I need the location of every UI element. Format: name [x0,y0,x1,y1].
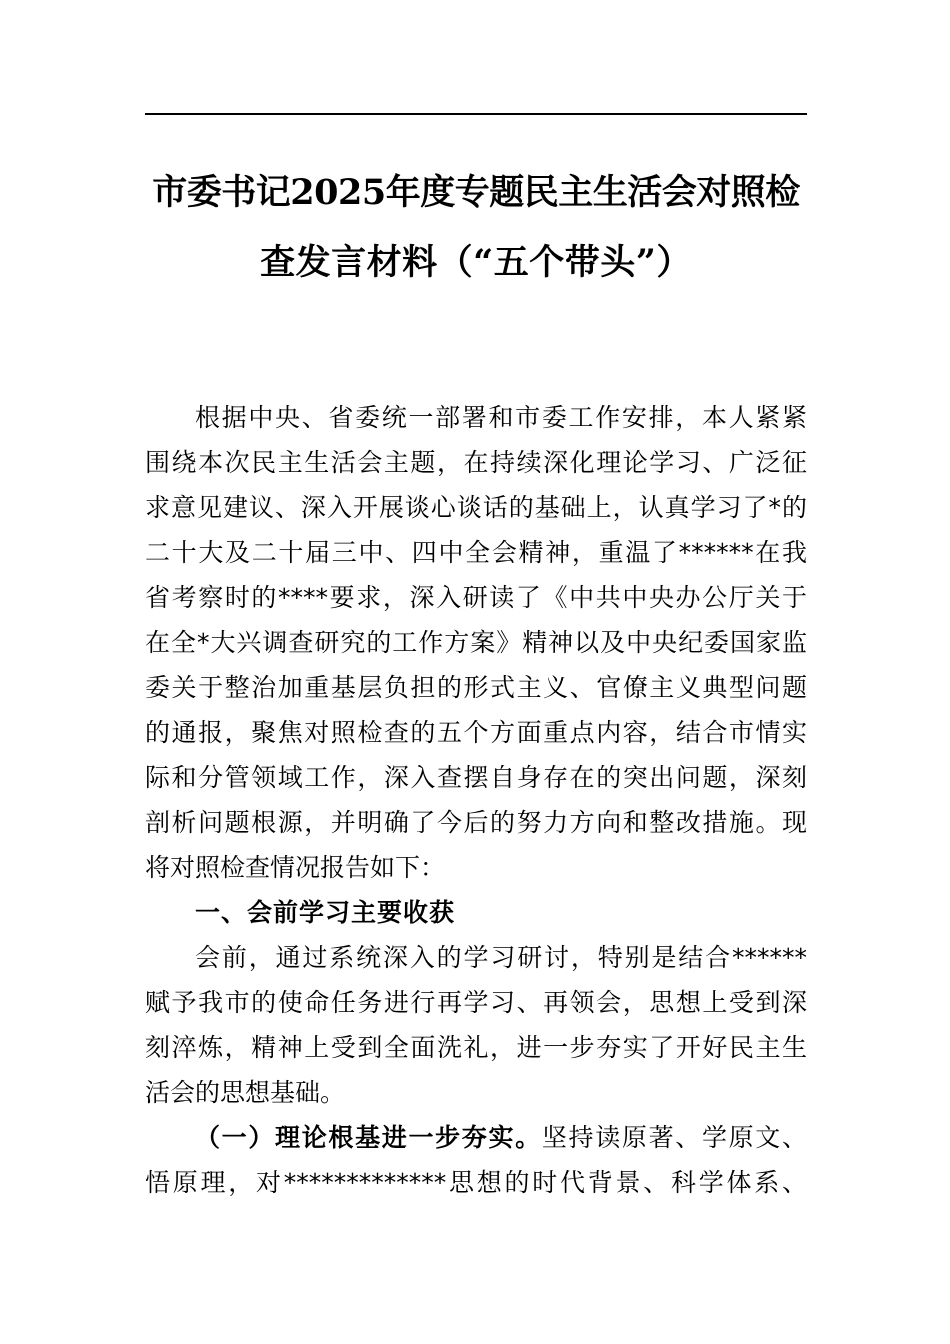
subsection-1-line-2: 悟原理，对*************思想的时代背景、科学体系、 [145,1168,807,1197]
intro-line: 省考察时的****要求，深入研读了《中共中央办公厅关于 [145,583,807,612]
intro-line: 剖析问题根源，并明确了今后的努力方向和整改措施。现 [145,808,807,837]
intro-line: 的通报，聚焦对照检查的五个方面重点内容，结合市情实 [145,718,807,747]
document-title-line-2: 查发言材料（“五个带头”） [260,242,692,283]
intro-line: 委关于整治加重基层负担的形式主义、官僚主义典型问题 [145,673,807,702]
section-1-line: 会前，通过系统深入的学习研讨，特别是结合****** [195,943,807,972]
section-1-line: 赋予我市的使命任务进行再学习、再领会，思想上受到深 [145,988,807,1017]
intro-line: 在全*大兴调查研究的工作方案》精神以及中央纪委国家监 [145,628,807,657]
section-1-line: 刻淬炼，精神上受到全面洗礼，进一步夯实了开好民主生 [145,1033,807,1062]
subsection-1-line-1 [195,1118,807,1158]
section-heading: 一、会前学习主要收获 [195,898,456,927]
intro-line: 将对照检查情况报告如下： [145,853,446,882]
header-rule [145,113,807,115]
subsection-text: 坚持读原著、学原文、 [541,1123,807,1152]
intro-line: 围绕本次民主生活会主题，在持续深化理论学习、广泛征 [145,448,807,477]
document-title-line-1: 市委书记2025年度专题民主生活会对照检 [152,172,800,213]
intro-line: 际和分管领域工作，深入查摆自身存在的突出问题，深刻 [145,763,807,792]
intro-line: 求意见建议、深入开展谈心谈话的基础上，认真学习了*的 [145,493,807,522]
section-1-line: 活会的思想基础。 [145,1078,346,1107]
subsection-lead: （一）理论根基进一步夯实。 [195,1123,542,1152]
intro-line: 二十大及二十届三中、四中全会精神，重温了******在我 [145,538,807,567]
intro-line: 根据中央、省委统一部署和市委工作安排，本人紧紧 [195,403,807,432]
